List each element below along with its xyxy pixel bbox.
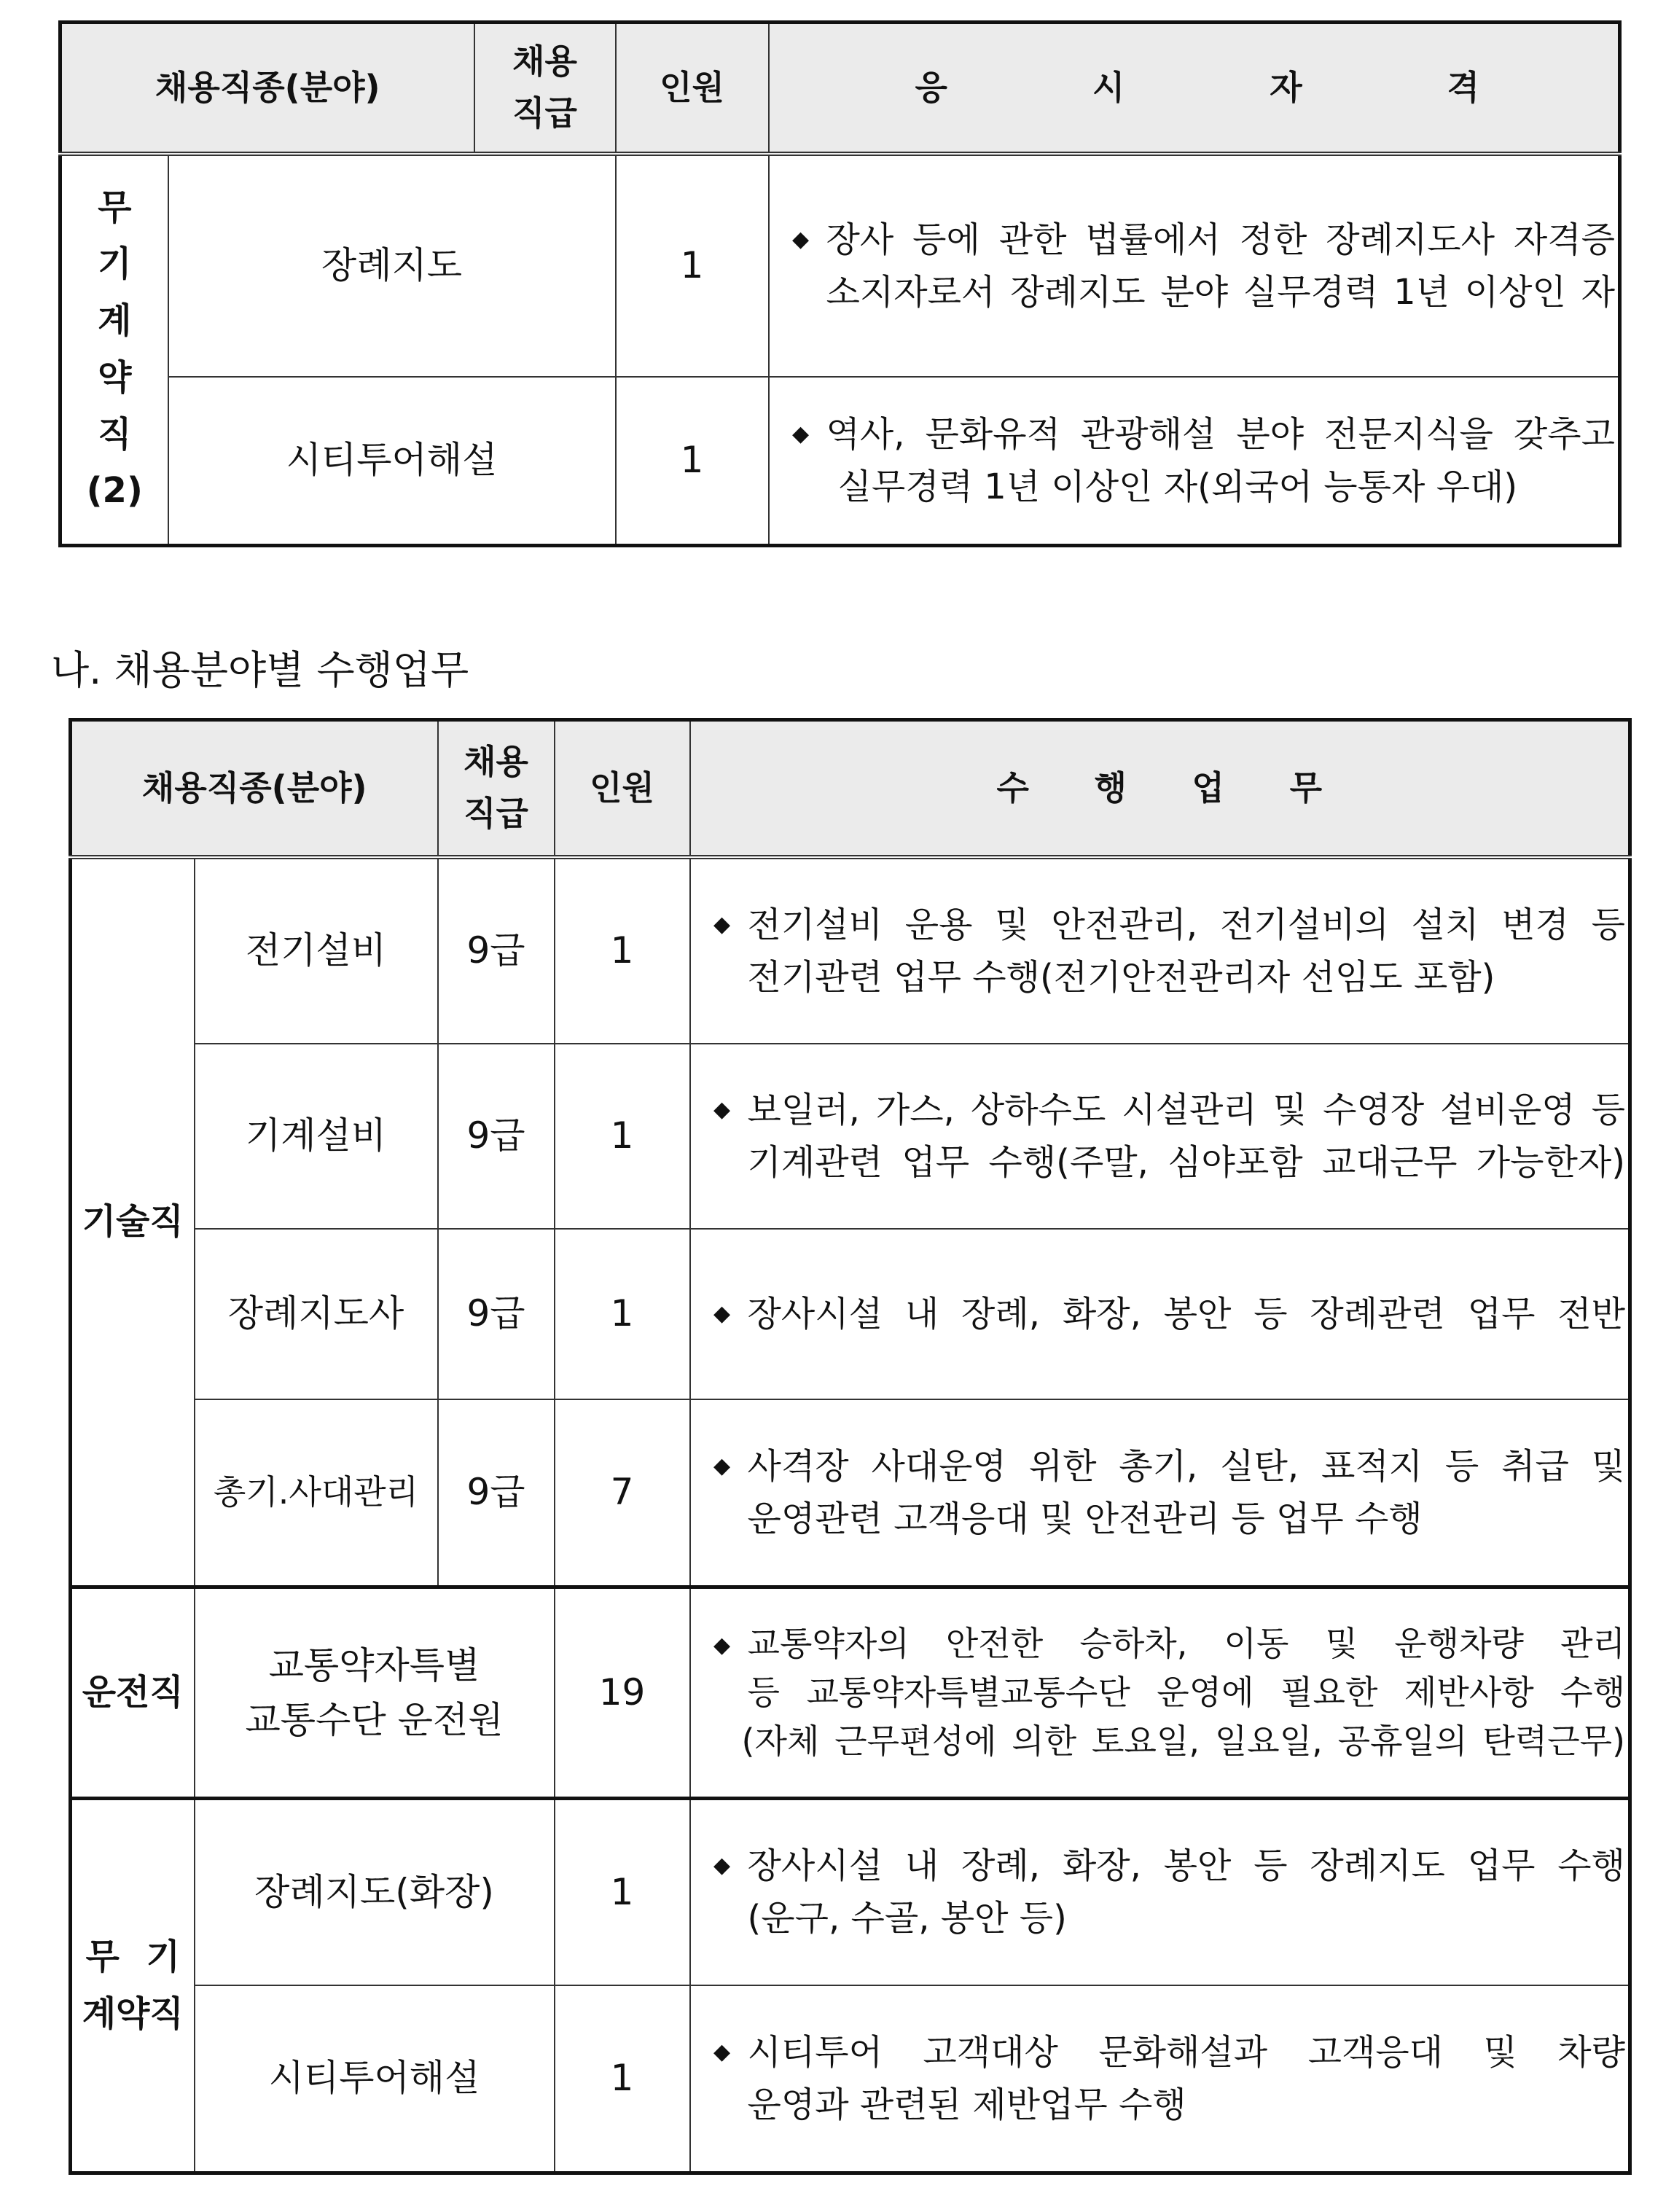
duties-table: [69, 718, 1632, 2175]
grade-cell: 9급: [438, 1399, 555, 1587]
bullet-icon: ◆: [713, 1853, 731, 1879]
header-grade: [474, 23, 616, 154]
category-char: 약: [98, 356, 132, 398]
header-word: 응: [915, 67, 947, 107]
category-line: 무 기: [85, 1936, 180, 1977]
desc-line: 운영과 관련된 제반업무 수행: [747, 2084, 1186, 2125]
desc-cell: [769, 154, 1620, 377]
header-field: 채용직종(분야): [60, 23, 474, 154]
header-count: 인원: [616, 23, 769, 154]
field-cell: 시티투어해설: [168, 377, 616, 546]
table-row: [60, 154, 1620, 377]
table-row: [71, 1399, 1630, 1587]
field-cell: 시티투어해설: [195, 1985, 555, 2173]
desc-line: 실무경력 1년 이상인 자(외국어 능통자 우대): [837, 466, 1518, 507]
header-word: 격: [1447, 67, 1479, 107]
header-qualification: [769, 23, 1620, 154]
bullet-icon: ◆: [713, 1096, 731, 1122]
desc-line: (자체 근무편성에 의한 토요일, 일요일, 공휴일의 탄력근무): [741, 1721, 1626, 1761]
bullet-icon: ◆: [791, 226, 810, 252]
bullet-icon: ◆: [713, 1453, 731, 1479]
category-cell: 기술직: [71, 857, 195, 1587]
category-cell: [71, 1799, 195, 2173]
bullet-icon: ◆: [713, 2039, 731, 2065]
desc-line: 장사시설 내 장례, 화장, 봉안 등 장례지도 업무 수행: [747, 1845, 1626, 1887]
desc-cell: [690, 1799, 1630, 1985]
bullet-icon: ◆: [713, 911, 731, 937]
field-line: 교통약자특별: [268, 1644, 480, 1687]
header-word: 행: [1094, 767, 1127, 808]
desc-cell: [690, 1044, 1630, 1229]
count-cell: 1: [555, 1799, 690, 1985]
header-field: 채용직종(분야): [71, 720, 438, 857]
desc-line: 운영관련 고객응대 및 안전관리 등 업무 수행: [747, 1498, 1423, 1539]
category-line: 계약직: [82, 1993, 184, 2034]
desc-line: 등 교통약자특별교통수단 운영에 필요한 제반사항 수행: [747, 1673, 1626, 1713]
table-header-row: [71, 720, 1630, 857]
field-cell: 장례지도: [168, 154, 616, 377]
desc-cell: [690, 1399, 1630, 1587]
header-grade-line: 직급: [512, 93, 577, 133]
table-row: [71, 1044, 1630, 1229]
count-cell: 1: [555, 1229, 690, 1399]
desc-line: 시티투어 고객대상 문화해설과 고객응대 및 차량: [747, 2031, 1626, 2073]
desc-line: (운구, 수골, 봉안 등): [747, 1898, 1067, 1939]
header-word: 자: [1270, 67, 1302, 107]
desc-cell: [690, 1587, 1630, 1799]
category-cell: [60, 154, 168, 546]
field-cell: 기계설비: [195, 1044, 438, 1229]
desc-line: 전기설비 운용 및 안전관리, 전기설비의 설치 변경 등: [747, 904, 1626, 945]
field-cell: 장례지도(화장): [195, 1799, 555, 1985]
desc-line: 사격장 사대운영 위한 총기, 실탄, 표적지 등 취급 및: [747, 1445, 1626, 1487]
table-row: [71, 1985, 1630, 2173]
category-char: (2): [86, 470, 143, 512]
category-char: 계: [98, 300, 132, 341]
table-header-row: [60, 23, 1620, 154]
desc-cell: [769, 377, 1620, 546]
desc-cell: [690, 857, 1630, 1044]
desc-line: 장사 등에 관한 법률에서 정한 장례지도사 자격증: [826, 219, 1616, 260]
desc-line: 기계관련 업무 수행(주말, 심야포함 교대근무 가능한자): [747, 1141, 1626, 1183]
header-grade: [438, 720, 555, 857]
category-cell: 운전직: [71, 1587, 195, 1799]
count-cell: 1: [616, 377, 769, 546]
grade-cell: 9급: [438, 1229, 555, 1399]
desc-line: 소지자로서 장례지도 분야 실무경력 1년 이상인 자: [826, 271, 1616, 313]
table-row: [71, 857, 1630, 1044]
count-cell: 1: [555, 857, 690, 1044]
desc-line: 보일러, 가스, 상하수도 시설관리 및 수영장 설비운영 등: [747, 1089, 1626, 1130]
field-cell: 총기.사대관리: [195, 1399, 438, 1587]
bullet-icon: ◆: [791, 421, 810, 447]
header-task: [690, 720, 1630, 857]
grade-cell: 9급: [438, 857, 555, 1044]
header-count: 인원: [555, 720, 690, 857]
header-grade-line: 채용: [512, 41, 577, 81]
field-cell: 전기설비: [195, 857, 438, 1044]
header-word: 업: [1192, 767, 1224, 808]
header-word: 수: [996, 767, 1029, 808]
count-cell: 1: [555, 1044, 690, 1229]
header-word: 무: [1289, 767, 1322, 808]
category-char: 무: [98, 187, 132, 228]
desc-line: 교통약자의 안전한 승하차, 이동 및 운행차량 관리: [747, 1624, 1626, 1664]
desc-line: 역사, 문화유적 관광해설 분야 전문지식을 갖추고: [826, 413, 1616, 455]
desc-line: 장사시설 내 장례, 화장, 봉안 등 장례관련 업무 전반: [747, 1293, 1626, 1334]
count-cell: 19: [555, 1587, 690, 1799]
count-cell: 7: [555, 1399, 690, 1587]
category-char: 직: [98, 413, 132, 455]
field-line: 교통수단 운전원: [245, 1698, 504, 1741]
header-grade-line: 채용: [464, 741, 528, 781]
qualification-table: [58, 20, 1622, 547]
grade-cell: 9급: [438, 1044, 555, 1229]
desc-cell: [690, 1985, 1630, 2173]
bullet-icon: ◆: [713, 1633, 731, 1659]
desc-cell: [690, 1229, 1630, 1399]
table-row: [71, 1229, 1630, 1399]
bullet-icon: ◆: [713, 1300, 731, 1326]
header-word: 시: [1092, 67, 1125, 107]
count-cell: 1: [616, 154, 769, 377]
field-cell: 장례지도사: [195, 1229, 438, 1399]
table-row: [71, 1799, 1630, 1985]
count-cell: 1: [555, 1985, 690, 2173]
category-char: 기: [98, 243, 132, 285]
header-grade-line: 직급: [464, 794, 528, 834]
table-row: [71, 1587, 1630, 1799]
desc-line: 전기관련 업무 수행(전기안전관리자 선임도 포함): [747, 956, 1495, 998]
field-cell: [195, 1587, 555, 1799]
section-title: 나. 채용분야별 수행업무: [51, 647, 469, 693]
table-row: [60, 377, 1620, 546]
